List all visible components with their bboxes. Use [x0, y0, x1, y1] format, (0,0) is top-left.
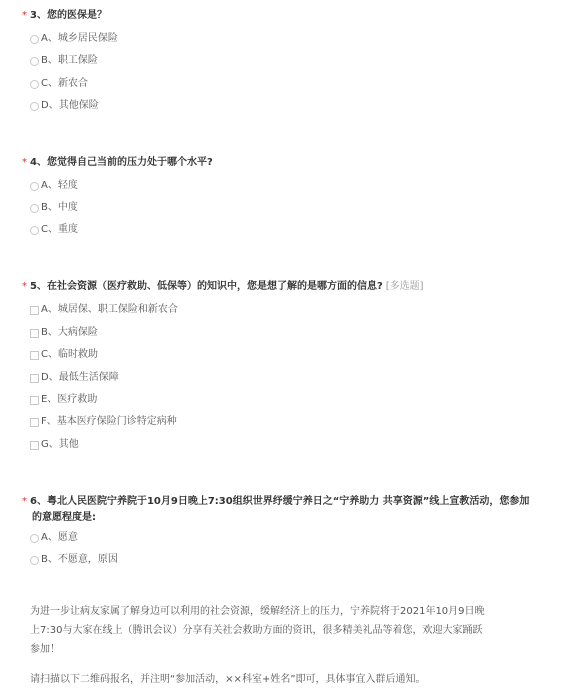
- option-label: A、城乡居民保险: [41, 33, 118, 44]
- q5-option-e[interactable]: [30, 392, 97, 408]
- q3-option-c[interactable]: [30, 76, 88, 92]
- q5-option-b[interactable]: [30, 325, 98, 341]
- q4-option-b[interactable]: [30, 200, 78, 216]
- question-text: 3、您的医保是？: [30, 10, 107, 21]
- option-label: B、中度: [41, 202, 78, 213]
- option-label: A、愿意: [41, 532, 78, 543]
- radio-button[interactable]: [30, 556, 39, 565]
- option-label: A、轻度: [41, 180, 78, 191]
- question-6-title: [22, 494, 542, 526]
- checkbox[interactable]: [30, 396, 39, 405]
- radio-button[interactable]: [30, 102, 39, 111]
- q4-option-a[interactable]: [30, 178, 78, 194]
- required-mark: *: [22, 157, 27, 168]
- q5-option-g[interactable]: [30, 437, 79, 453]
- option-label: C、新农合: [41, 78, 88, 89]
- required-mark: *: [22, 281, 27, 292]
- q3-option-b[interactable]: [30, 53, 98, 69]
- option-label: D、其他保险: [41, 100, 99, 111]
- checkbox[interactable]: [30, 418, 39, 427]
- checkbox[interactable]: [30, 441, 39, 450]
- option-label: C、重度: [41, 224, 78, 235]
- question-3-title: [22, 8, 542, 24]
- description-line: 为进一步让病友家属了解身边可以利用的社会资源，缓解经济上的压力，宁养院将于2021年10月9日晚: [30, 606, 485, 617]
- radio-button[interactable]: [30, 80, 39, 89]
- q6-option-a[interactable]: [30, 530, 78, 546]
- radio-button[interactable]: [30, 182, 39, 191]
- option-label: B、大病保险: [41, 327, 98, 338]
- option-label: E、医疗救助: [41, 394, 98, 405]
- option-label: A、城居保、职工保险和新农合: [41, 304, 178, 315]
- description-line: 上7:30与大家在线上（腾讯会议）分享有关社会救助方面的资讯，很多精美礼品等着您，欢迎大家踊跃: [30, 625, 483, 636]
- question-4-title: [22, 155, 542, 171]
- checkbox[interactable]: [30, 374, 39, 383]
- option-label: F、基本医疗保险门诊特定病种: [41, 416, 177, 427]
- question-text-line1: 6、粤北人民医院宁养院于10月9日晚上7:30组织世界纾缓宁养日之“宁养助力 共享资源”线上宣教活动，您参加: [30, 496, 530, 507]
- question-text-line2: 的意愿程度是:: [32, 512, 96, 523]
- option-label: B、职工保险: [41, 55, 98, 66]
- multi-select-tag: [多选题]: [385, 281, 424, 292]
- option-label: G、其他: [41, 439, 79, 450]
- q5-option-d[interactable]: [30, 370, 119, 386]
- event-description: [30, 602, 540, 659]
- q3-option-a[interactable]: [30, 31, 118, 47]
- checkbox[interactable]: [30, 306, 39, 315]
- q5-option-f[interactable]: [30, 414, 177, 430]
- q5-option-a[interactable]: [30, 302, 178, 318]
- required-mark: *: [22, 496, 27, 507]
- q6-option-b[interactable]: [30, 552, 118, 568]
- question-5-title: [22, 279, 542, 295]
- checkbox[interactable]: [30, 329, 39, 338]
- signup-instruction: 请扫描以下二维码报名，并注明“参加活动，××科室+姓名”即可，具体事宜入群后通知。: [30, 674, 426, 685]
- radio-button[interactable]: [30, 204, 39, 213]
- radio-button[interactable]: [30, 226, 39, 235]
- radio-button[interactable]: [30, 534, 39, 543]
- question-text: 5、在社会资源（医疗救助、低保等）的知识中，您是想了解的是哪方面的信息?: [30, 281, 383, 292]
- radio-button[interactable]: [30, 57, 39, 66]
- required-mark: *: [22, 10, 27, 21]
- q4-option-c[interactable]: [30, 222, 78, 238]
- question-text: 4、您觉得自己当前的压力处于哪个水平?: [30, 157, 213, 168]
- radio-button[interactable]: [30, 35, 39, 44]
- option-label: B、不愿意，原因: [41, 554, 118, 565]
- description-line: 参加！: [30, 644, 60, 655]
- option-label: C、临时救助: [41, 349, 98, 360]
- q5-option-c[interactable]: [30, 347, 98, 363]
- option-label: D、最低生活保障: [41, 372, 119, 383]
- checkbox[interactable]: [30, 351, 39, 360]
- q3-option-d[interactable]: [30, 98, 99, 114]
